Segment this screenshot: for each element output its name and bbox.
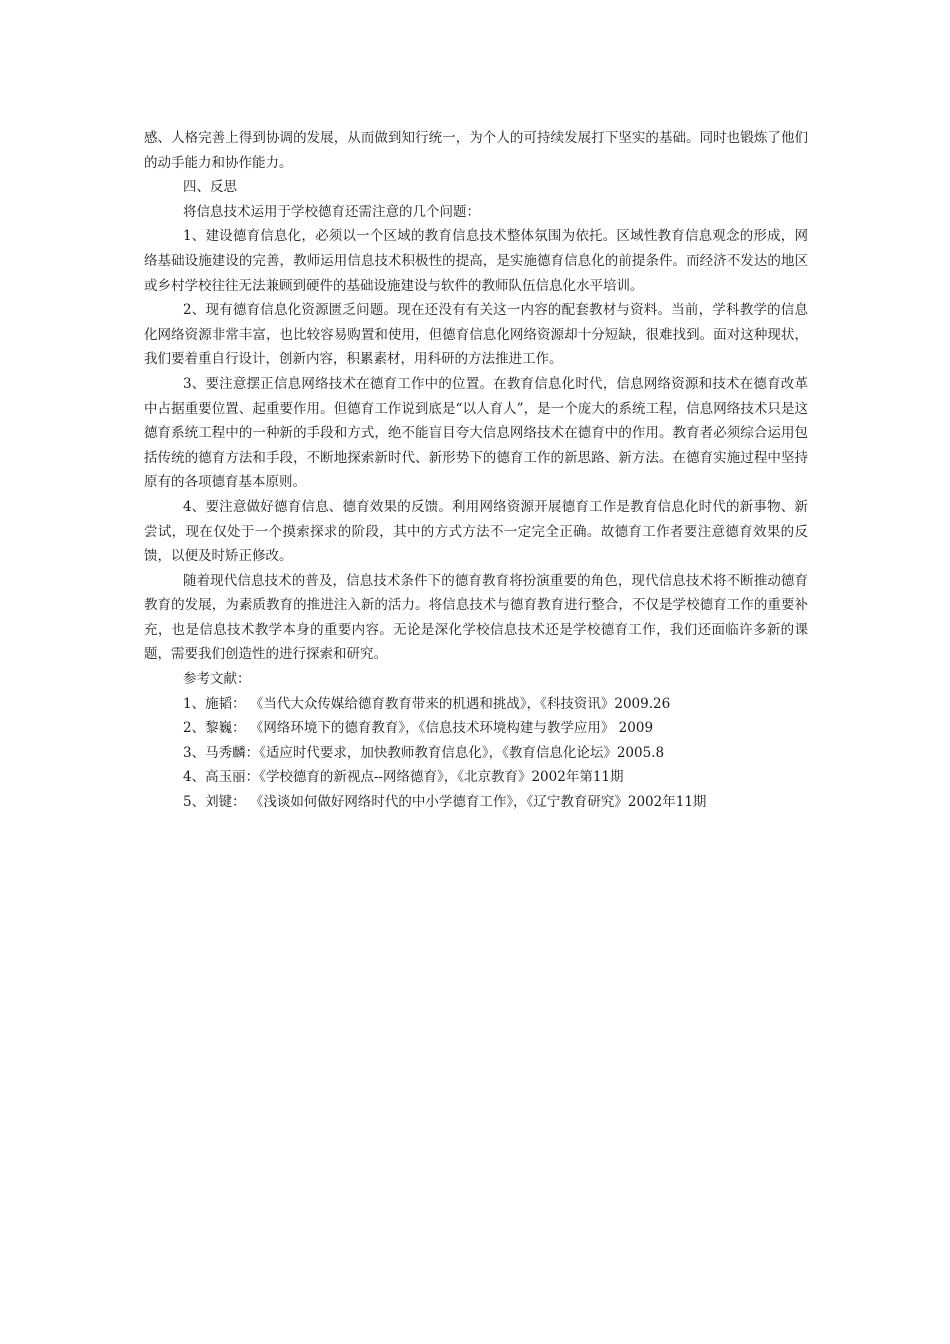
body-paragraph-continuation: 感、人格完善上得到协调的发展，从而做到知行统一，为个人的可持续发展打下坚实的基础。同时也锻炼了他们的动手能力和协作能力。 — [144, 130, 808, 171]
references-heading: 参考文献： — [183, 671, 251, 688]
body-paragraph-intro: 将信息技术运用于学校德育还需注意的几个问题： — [183, 203, 480, 220]
section-heading-reflection: 四、反思 — [183, 179, 237, 196]
document-page — [144, 126, 808, 815]
reference-list — [144, 692, 808, 815]
body-paragraph-point-2: 2、现有德育信息化资源匮乏问题。现在还没有有关这一内容的配套教材与资料。当前，学科教学的信息化网络资源非常丰富，也比较容易购置和使用，但德育信息化网络资源却十分短缺，很难找到。面对这种现状，我们要着重自行设计，创新内容，积累素材，用科研的方法推进工作。 — [144, 302, 808, 368]
reference-item: 4、高玉丽：《学校德育的新视点--网络德育》，《北京教育》2002年第11期 — [183, 769, 624, 786]
body-paragraph-conclusion: 随着现代信息技术的普及，信息技术条件下的德育教育将扮演重要的角色，现代信息技术将不断推动德育教育的发展，为素质教育的推进注入新的活力。将信息技术与德育教育进行整合，不仅是学校德育工作的重要补充，也是信息技术教学本身的重要内容。无论是深化学校信息技术还是学校德育工作，我们还面临许多新的课题，需要我们创造性的进行探索和研究。 — [144, 572, 808, 663]
reference-item: 3、马秀麟：《适应时代要求，加快教师教育信息化》，《教育信息化论坛》2005.8 — [183, 744, 665, 761]
reference-item: 2、黎巍： 《网络环境下的德育教育》，《信息技术环境构建与教学应用》 2009 — [183, 720, 654, 737]
body-paragraph-point-4: 4、要注意做好德育信息、德育效果的反馈。利用网络资源开展德育工作是教育信息化时代的新事物、新尝试，现在仅处于一个摸索探求的阶段，其中的方式方法不一定完全正确。故德育工作者要注意德育效果的反馈，以便及时矫正修改。 — [144, 498, 808, 565]
body-paragraph-point-1: 1、建设德育信息化，必须以一个区域的教育信息技术整体氛围为依托。区域性教育信息观念的形成，网络基础设施建设的完善，教师运用信息技术积极性的提高，是实施德育信息化的前提条件。而经济不发达的地区或乡村学校往往无法兼顾到硬件的基础设施建设与软件的教师队伍信息化水平培训。 — [144, 228, 808, 294]
reference-item: 5、刘键： 《浅谈如何做好网络时代的中小学德育工作》，《辽宁教育研究》2002年11期 — [183, 794, 707, 811]
reference-item: 1、施韬： 《当代大众传媒给德育教育带来的机遇和挑战》，《科技资讯》2009.26 — [183, 695, 671, 712]
body-paragraph-point-3: 3、要注意摆正信息网络技术在德育工作中的位置。在教育信息化时代，信息网络资源和技术在德育改革中占据重要位置、起重要作用。但德育工作说到底是“以人育人”，是一个庞大的系统工程，信息网络技术只是这德育系统工程中的一种新的手段和方式，绝不能盲目夸大信息网络技术在德育中的作用。教育者必须综合运用包括传统的德育方法和手段，不断地探索新时代、新形势下的德育工作的新思路、新方法。在德育实施过程中坚持原有的各项德育基本原则。 — [144, 375, 808, 491]
